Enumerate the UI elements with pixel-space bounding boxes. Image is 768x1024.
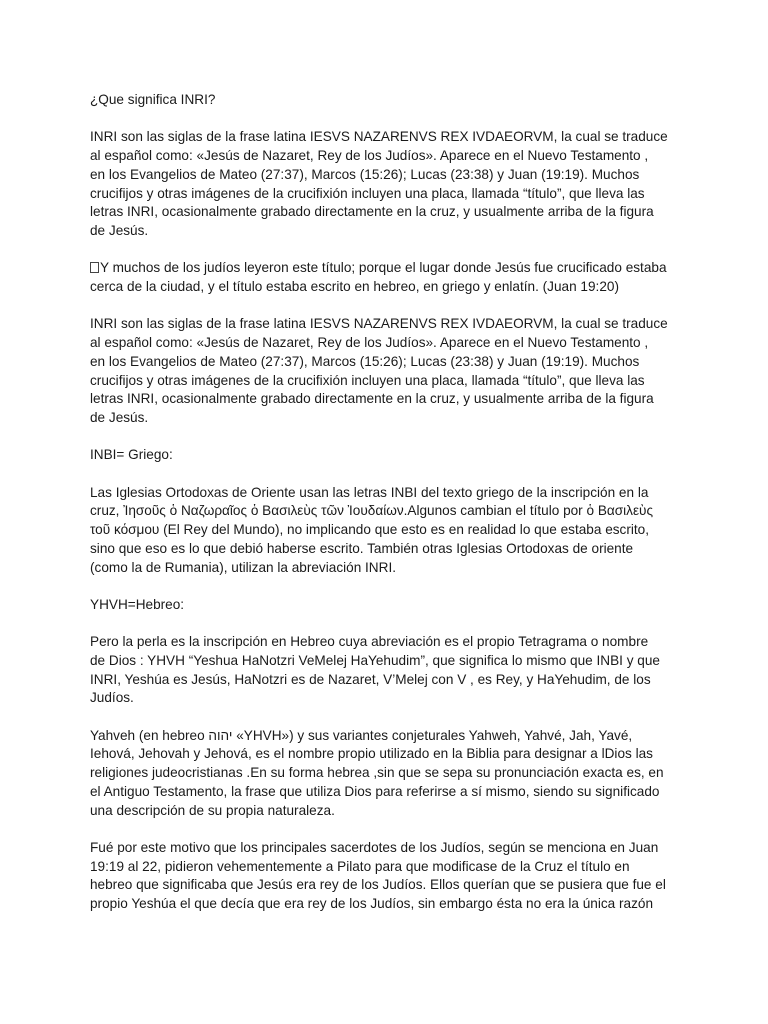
- paragraph-inbi: Las Iglesias Ortodoxas de Oriente usan las letras INBI del texto griego de la inscripción en la cruz, Ἰησοῦς ὁ Ναζωραῖος ὁ Βασιλεὺς τῶν Ἰουδαίων.Algunos cambian el título por ὁ Βασιλεὺς τοῦ κόσμου (El Rey del Mundo), no implicando que esto es en realidad lo que estaba escrito, sino que eso es lo que debió haberse escrito. También otras Iglesias Ortodoxas de oriente (como la de Rumania), utilizan la abreviación INRI.: [90, 484, 654, 575]
- paragraph-inri-definition: INRI son las siglas de la frase latina IESVS NAZARENVS REX IVDAEORVM, la cual se traduce al español como: «Jesús de Nazaret, Rey de los Judíos». Aparece en el Nuevo Testamento , en los Evangelios de Mateo (27:37), Marcos (15:26); Lucas (23:38) y Juan (19:19). Muchos crucifijos y otras imágenes de la crucifixión incluyen una placa, llamada “título”, que lleva las letras INRI, ocasionalmente grabado directamente en la cruz, y usualmente arriba de la figura de Jesús.: [90, 129, 668, 238]
- paragraph-yahveh: Yahveh (en hebreo יהוה «YHVH») y sus variantes conjeturales Yahweh, Yahvé, Jah, Yavé, Iehová, Jehovah y Jehová, es el nombre propio utilizado en la Biblia para designar a lDios las religiones judeocristianas .En su forma hebrea ,sin que se sepa su pronunciación exacta es, en el Antiguo Testamento, la frase que utiliza Dios para referirse a sí mismo, siendo su significado una descripción de su propia naturaleza.: [90, 727, 664, 818]
- section-heading-hebreo: YHVH=Hebreo:: [90, 596, 185, 612]
- document-title: ¿Que significa INRI?: [90, 92, 216, 107]
- missing-glyph-icon: [90, 262, 99, 273]
- paragraph-pilato: Fué por este motivo que los principales sacerdotes de los Judíos, según se menciona en Juan 19:19 al 22, pidieron vehementemente a Pilato para que modificase de la Cruz el título en hebreo que significaba que Jesús era rey de los Judíos. Ellos querían que se pusiera que fue el propio Yeshúa el que decía que era rey de los Judíos, sin embargo ésta no era la única razón: [90, 839, 666, 912]
- paragraph-yhvh: Pero la perla es la inscripción en Hebreo cuya abreviación es el propio Tetragrama o nombre de Dios : YHVH “Yeshua HaNotzri VeMelej HaYehudim”, que significa lo mismo que INBI y que INRI, Yeshúa es Jesús, HaNotzri es de Nazaret, V’Melej con V , es Rey, y HaYehudim, de los Judíos.: [90, 634, 660, 706]
- paragraph-inri-definition-repeat: INRI son las siglas de la frase latina IESVS NAZARENVS REX IVDAEORVM, la cual se traduce al español como: «Jesús de Nazaret, Rey de los Judíos». Aparece en el Nuevo Testamento , en los Evangelios de Mateo (27:37), Marcos (15:26); Lucas (23:38) y Juan (19:19). Muchos crucifijos y otras imágenes de la crucifixión incluyen una placa, llamada “título”, que lleva las letras INRI, ocasionalmente grabado directamente en la cruz, y usualmente arriba de la figura de Jesús.: [90, 316, 668, 425]
- paragraph-juan-quote: [90, 259, 708, 296]
- section-heading-griego: INBI= Griego:: [90, 447, 173, 463]
- paragraph-juan-quote-text: Y muchos de los judíos leyeron este título; porque el lugar donde Jesús fue crucificado estaba cerca de la ciudad, y el título estaba escrito en hebreo, en griego y enlatín. (Juan 19:20): [90, 260, 667, 294]
